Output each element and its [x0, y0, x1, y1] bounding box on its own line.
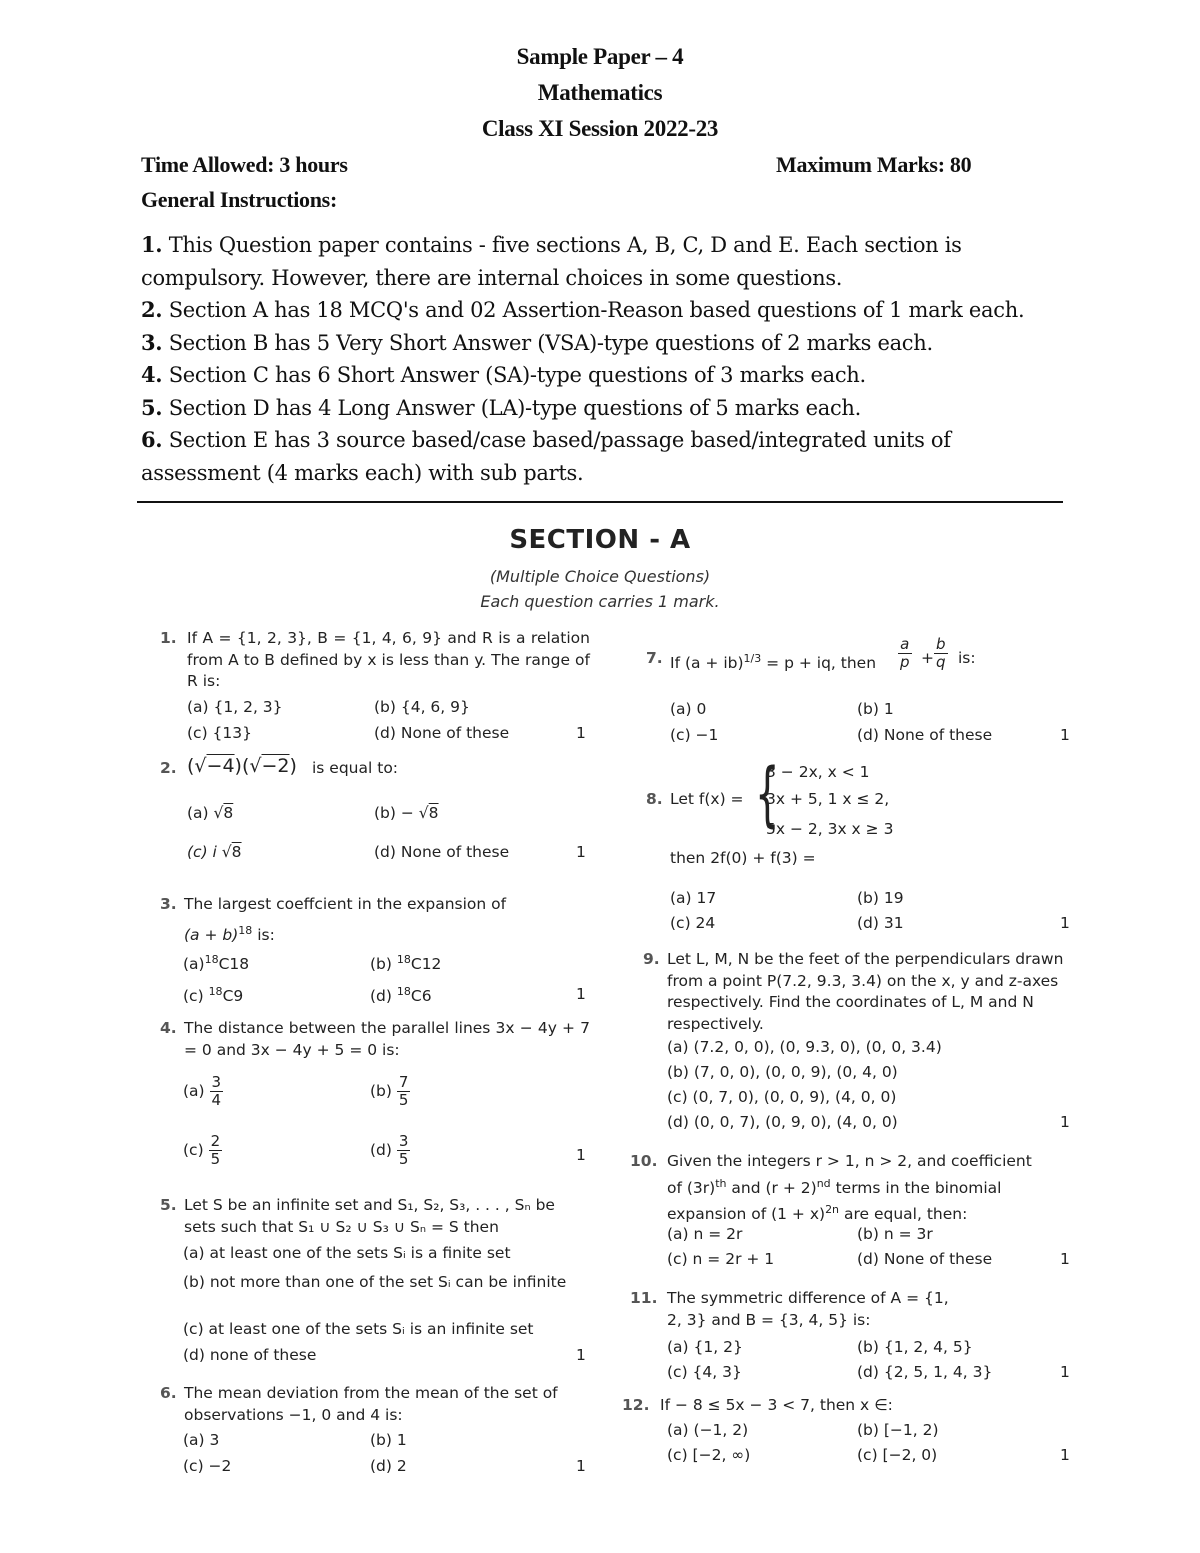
question-text-line: Given the integers r > 1, n > 2, and coefficient: [667, 1152, 1032, 1170]
marks: 1: [1060, 726, 1070, 744]
option-c: [183, 1133, 222, 1168]
option-label: (c) i: [187, 843, 217, 861]
numerator: 3: [211, 1073, 222, 1091]
option-b: (b) [−1, 2): [857, 1421, 939, 1439]
option-b: [370, 953, 441, 973]
instruction-item: [141, 424, 1071, 489]
section-note: Each question carries 1 mark.: [480, 592, 720, 611]
option-a: (a) (−1, 2): [667, 1421, 749, 1439]
text-fragment: expansion of (1 + x): [667, 1205, 826, 1224]
question-number: 4.: [160, 1019, 177, 1037]
instruction-text: Section E has 3 source based/case based/passage based/integrated units of assessment (4 marks each) with sub parts.: [141, 428, 951, 485]
option-label: (c): [183, 1141, 204, 1159]
option-b: (b) n = 3r: [857, 1225, 933, 1243]
fraction: [397, 1074, 411, 1109]
option-label: (c): [183, 987, 204, 1006]
option-a: (a) {1, 2}: [667, 1338, 743, 1356]
superscript: 18: [396, 985, 411, 998]
instruction-item: [141, 392, 1071, 425]
instruction-number: 5.: [141, 394, 163, 420]
question-11: [630, 1288, 1050, 1331]
option-a: (a) √8: [187, 804, 234, 822]
question-9: [643, 949, 1071, 1035]
maximum-marks: Maximum Marks: 80: [776, 152, 972, 177]
instruction-text: Section B has 5 Very Short Answer (VSA)-type questions of 2 marks each.: [168, 330, 933, 355]
denominator: 5: [398, 1150, 409, 1168]
superscript: th: [715, 1176, 727, 1190]
option-d: [370, 1133, 410, 1168]
option-value: 8: [428, 804, 439, 822]
denominator: 5: [398, 1091, 409, 1109]
question-text-line: [667, 1173, 1071, 1200]
text-fragment: of (3r): [667, 1178, 716, 1197]
instruction-number: 6.: [141, 427, 163, 452]
marks: 1: [576, 724, 586, 742]
superscript: 18: [204, 953, 219, 966]
option-b: (b) 1: [370, 1431, 407, 1449]
expression: (a + b): [184, 925, 239, 944]
option-label: (a): [183, 955, 205, 974]
question-text: Let f(x) =: [670, 790, 744, 808]
question-number: 12.: [622, 1396, 650, 1414]
question-text: The largest coeffcient in the expansion of: [184, 895, 507, 913]
option-d: (d) 31: [857, 914, 904, 932]
question-number: 10.: [630, 1152, 658, 1170]
option-c: (c) {13}: [187, 724, 252, 742]
question-text-pre: If (a + ib): [670, 654, 744, 673]
time-allowed: Time Allowed: 3 hours: [141, 152, 348, 177]
option-b: (b) {1, 2, 4, 5}: [857, 1338, 973, 1356]
option-a: [183, 953, 249, 973]
instruction-text: Section A has 18 MCQ's and 02 Assertion-Reason based questions of 1 mark each.: [168, 298, 1025, 322]
numerator: 3: [398, 1132, 409, 1150]
marks: 1: [1060, 1250, 1070, 1268]
marks: 1: [1060, 1446, 1070, 1464]
superscript: 18: [396, 953, 411, 966]
question-10: [630, 1151, 1071, 1226]
option-a: (a) 3: [183, 1431, 220, 1449]
option-c: (c) at least one of the sets Sᵢ is an infinite set: [183, 1320, 534, 1338]
option-label: (b): [370, 955, 392, 974]
radical-expression: (√−4)(√−2): [187, 755, 297, 777]
question-number: 3.: [160, 895, 177, 913]
exponent: 18: [238, 923, 253, 937]
fraction: [397, 1133, 411, 1168]
marks: 1: [576, 985, 586, 1003]
question-text: is equal to:: [312, 759, 399, 777]
question-number: 1.: [160, 629, 177, 647]
fraction: [210, 1074, 224, 1109]
text-fragment: terms in the binomial: [830, 1178, 1002, 1197]
instruction-number: 4.: [141, 362, 163, 387]
paper-subject: Mathematics: [537, 80, 663, 105]
question-number: 5.: [160, 1196, 177, 1214]
instruction-item: [141, 229, 1071, 294]
question-expression: [184, 920, 590, 947]
instruction-item: [141, 359, 1071, 392]
section-title: SECTION - A: [509, 525, 691, 555]
question-text: Let S be an infinite set and S₁, S₂, S₃, . . . , Sₙ be sets such that S₁ ∪ S₂ ∪ S₃ ∪ Sₙ = S then: [184, 1196, 555, 1236]
option-c: (c) [−2, ∞): [667, 1446, 751, 1464]
question-text: [670, 648, 876, 675]
option-b: (b) not more than one of the set Sᵢ can be infinite: [183, 1273, 567, 1291]
question-text: If − 8 ≤ 5x − 3 < 7, then x ∈:: [660, 1396, 893, 1414]
denominator: 5: [210, 1150, 221, 1168]
option-value: C9: [222, 987, 244, 1006]
option-d: (d) (0, 0, 7), (0, 9, 0), (4, 0, 0): [667, 1113, 898, 1131]
option-label: (b) −: [374, 804, 414, 822]
instruction-item: [141, 327, 1071, 360]
option-value: 8: [231, 843, 242, 861]
option-d: (d) None of these: [857, 726, 993, 744]
option-label: (d): [370, 987, 392, 1006]
numerator: b: [936, 635, 946, 653]
paper-title: Sample Paper – 4: [516, 44, 684, 69]
instruction-item: [141, 294, 1071, 327]
piecewise-case-1: 3 − 2x, x < 1: [766, 763, 870, 781]
text-fragment: are equal, then:: [839, 1205, 968, 1224]
question-text: The symmetric difference of A = {1, 2, 3} and B = {3, 4, 5} is:: [667, 1289, 949, 1329]
plus-sign: +: [921, 649, 934, 667]
option-a: (a) 0: [670, 700, 707, 718]
marks: 1: [1060, 914, 1070, 932]
question-text-mid: = p + iq, then: [761, 654, 877, 673]
question-text: Let L, M, N be the feet of the perpendiculars drawn from a point P(7.2, 9.3, 3.4) on the x, y and z-axes respectively. Find the coordinates of L, M and N respectively.: [667, 950, 1064, 1033]
option-d: (d) {2, 5, 1, 4, 3}: [857, 1363, 993, 1381]
option-d: (d) None of these: [374, 724, 510, 742]
option-c: (c) {4, 3}: [667, 1363, 742, 1381]
option-b: (b) {4, 6, 9}: [374, 698, 470, 716]
option-d: (d) 2: [370, 1457, 407, 1475]
piecewise-case-2: 3x + 5, 1 x ≤ 2,: [766, 790, 890, 808]
general-instructions-heading: General Instructions:: [141, 187, 337, 212]
denominator: p: [900, 653, 910, 671]
marks: 1: [1060, 1363, 1070, 1381]
instruction-number: 1.: [141, 232, 163, 257]
option-b: (b) 19: [857, 889, 904, 907]
superscript: nd: [816, 1176, 831, 1190]
instructions-list: [141, 229, 1071, 489]
instruction-number: 3.: [141, 329, 163, 355]
question-text-post: is:: [958, 649, 976, 667]
instruction-number: 2.: [141, 297, 163, 322]
radicand: −2: [261, 755, 290, 777]
option-a: (a) 17: [670, 889, 717, 907]
question-number: 11.: [630, 1289, 658, 1307]
question-1: [160, 628, 590, 693]
option-a: (a) n = 2r: [667, 1225, 743, 1243]
divider-rule: [137, 501, 1063, 503]
option-c: (c) 24: [670, 914, 716, 932]
piecewise-brace: {: [755, 753, 780, 835]
option-value: C18: [218, 955, 250, 974]
fraction: [209, 1133, 223, 1168]
marks: 1: [576, 1146, 586, 1164]
question-8-then: then 2f(0) + f(3) =: [670, 849, 816, 867]
denominator: 4: [211, 1091, 222, 1109]
denominator: q: [936, 653, 946, 671]
superscript: 2n: [825, 1203, 840, 1217]
radicand: −4: [206, 755, 235, 777]
question-number: 7.: [646, 649, 663, 667]
numerator: 7: [398, 1073, 409, 1091]
option-c: (c) n = 2r + 1: [667, 1250, 775, 1268]
marks: 1: [576, 1457, 586, 1475]
option-b: (b) − √8: [374, 804, 439, 822]
option-d: (c) [−2, 0): [857, 1446, 938, 1464]
superscript: 18: [208, 985, 223, 998]
option-b: (b) (7, 0, 0), (0, 0, 9), (0, 4, 0): [667, 1063, 898, 1081]
marks: 1: [576, 1346, 586, 1364]
option-c: [183, 985, 243, 1005]
question-number: 2.: [160, 759, 177, 777]
option-value: 8: [223, 804, 234, 822]
question-3: [160, 894, 590, 946]
marks: 1: [1060, 1113, 1070, 1131]
option-c: (c) −2: [183, 1457, 232, 1475]
option-b: [370, 1074, 410, 1109]
instruction-text: This Question paper contains - five sections A, B, C, D and E. Each section is compulsory. However, there are internal choices in some questions.: [141, 233, 962, 290]
question-number: 8.: [646, 790, 663, 808]
numerator: 2: [210, 1132, 221, 1150]
option-d: (d) None of these: [374, 843, 510, 861]
expression-tail: is:: [252, 925, 275, 944]
option-d: [370, 985, 432, 1005]
numerator: a: [898, 636, 912, 654]
instruction-text: Section C has 6 Short Answer (SA)-type questions of 3 marks each.: [168, 363, 866, 387]
option-label: (a): [183, 1082, 205, 1100]
question-6: [160, 1383, 590, 1426]
piecewise-case-3: 5x − 2, 3x x ≥ 3: [766, 820, 894, 838]
option-a: [183, 1074, 223, 1109]
fraction: [934, 636, 948, 671]
instruction-text: Section D has 4 Long Answer (LA)-type questions of 5 marks each.: [168, 395, 862, 420]
marks: 1: [576, 843, 586, 861]
question-4: [160, 1018, 590, 1061]
option-value: C12: [410, 955, 442, 974]
option-a: (a) at least one of the sets Sᵢ is a finite set: [183, 1244, 511, 1262]
option-c: (c) (0, 7, 0), (0, 0, 9), (4, 0, 0): [667, 1088, 897, 1106]
option-label: (b): [370, 1082, 392, 1100]
section-subtitle: (Multiple Choice Questions): [489, 567, 711, 586]
option-a: (a) (7.2, 0, 0), (0, 9.3, 0), (0, 0, 3.4): [667, 1038, 942, 1056]
option-c: (c) −1: [670, 726, 719, 744]
option-d: (d) None of these: [857, 1250, 993, 1268]
question-text-line: [667, 1199, 1071, 1226]
option-d: (d) none of these: [183, 1346, 317, 1364]
text-fragment: and (r + 2): [726, 1178, 817, 1197]
question-number: 6.: [160, 1384, 177, 1402]
exponent: 1/3: [743, 652, 762, 665]
option-label: (d): [370, 1141, 392, 1159]
question-number: 9.: [643, 950, 660, 968]
option-value: C6: [410, 987, 432, 1006]
option-a: (a) {1, 2, 3}: [187, 698, 283, 716]
option-c: (c) i √8: [187, 843, 242, 861]
fraction: [898, 636, 912, 671]
paper-class-session: Class XI Session 2022-23: [481, 116, 719, 141]
option-b: (b) 1: [857, 700, 894, 718]
question-text: The distance between the parallel lines 3x − 4y + 7 = 0 and 3x − 4y + 5 = 0 is:: [184, 1019, 590, 1059]
question-5: [160, 1195, 590, 1238]
question-text: If A = {1, 2, 3}, B = {1, 4, 6, 9} and R is a relation from A to B defined by x is less than y. The range of R is:: [187, 629, 590, 690]
question-text: The mean deviation from the mean of the set of observations −1, 0 and 4 is:: [184, 1384, 558, 1424]
option-label: (a): [187, 804, 209, 822]
